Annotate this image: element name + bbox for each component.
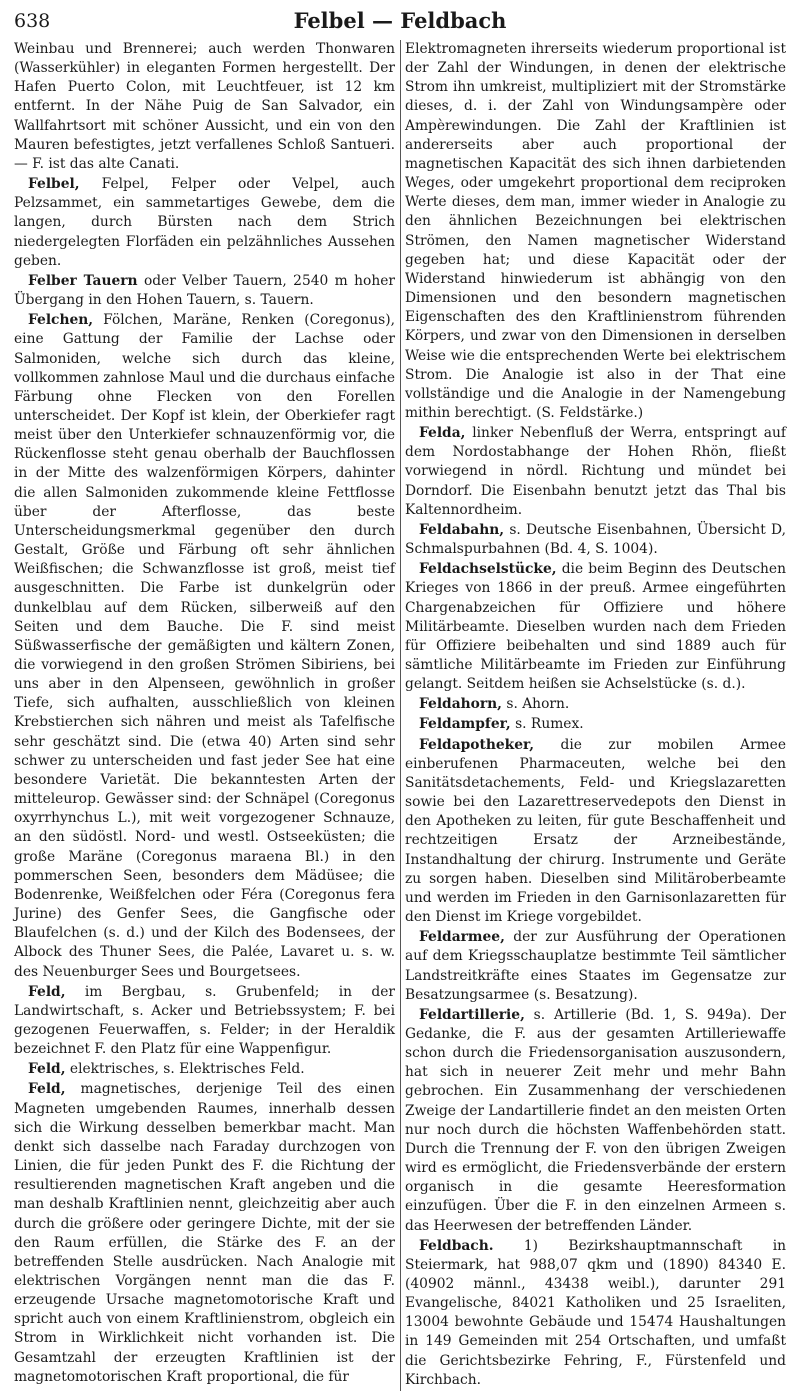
entry-text: der zur Ausführung der Operationen auf dem Kriegsschauplatze bestimmte Teil sämtlicher Landstreitkräfte eines Staates im Gegensatze zur Besatzungsarmee (s. Besatzung).	[405, 929, 786, 1003]
entry-text: Weinbau und Brennerei; auch werden Thonwaren (Wasserkühler) in eleganten Formen hergestellt. Der Hafen Puerto Colon, mit Leuchtfeuer, ist 12 km entfernt. In der Nähe Puig de San Salvador, ein Wallfahrtsort mit schöner Aussicht, und ein von den Mauren befestigtes, jetzt verfallenes Schloß Santueri. — F. ist das alte Canati.	[14, 41, 395, 172]
dictionary-entry	[405, 1006, 786, 1236]
entry-text: die zur mobilen Armee einberufenen Pharmaceuten, welche bei den Sanitätsdetachements, Feld- und Kriegslazaretten sowie bei den Lazarettreservedepots den Dienst in den Apotheken zu leiten, für gute Beschaffenheit und rechtzeitigen Ersatz der Arzneibestände, Instandhaltung der chirurg. Instrumente und Geräte zu sorgen haben. Dieselben sind Militärobеrbeamte und werden im Frieden in den Garnisonlazaretten für den Dienst im Kriege vorgebildet.	[405, 736, 786, 926]
entry-headword: Felda,	[419, 425, 466, 442]
dictionary-entry	[405, 560, 786, 694]
entry-text: magnetisches, derjenige Teil des einen Magneten umgebenden Raumes, innerhalb dessen sich die Wirkung desselben bemerkbar macht. Man denkt sich dasselbe nach Faraday durchzogen von Linien, die für jeden Punkt des F. die Richtung der resultierenden magnetischen Kraft angeben und die man deshalb Kraftlinien nennt, gleichzeitig aber auch durch die größere oder geringere Dichte, mit der sie den Raum erfüllen, die Stärke des F. an der betreffenden Stelle ausdrücken. Nach Analogie mit elektrischen Vorgängen nennt man die das F. erzeugende Ursache magnetomotorische Kraft und spricht auch von einem Kraftlinienstrom, obgleich ein Strom in Wirklichkeit nicht vorhanden ist. Die Gesamtzahl der erzeugten Kraftlinien ist der magnetomotorischen Kraft proportional, die für	[14, 1081, 395, 1385]
entry-headword: Felber Tauern	[28, 272, 138, 289]
entry-text: die beim Beginn des Deutschen Krieges von 1866 in der preuß. Armee eingeführten Chargenabzeichen für Offiziere und höhere Militärbeamte. Dieselben wurden nach dem Frieden für Offiziere beibehalten und sind 1889 auch für sämtliche Militärbeamte im Frieden zur Einführung gelangt. Seitdem heißen sie Achselstücke (s. d.).	[405, 561, 786, 693]
dictionary-entry	[405, 695, 786, 714]
entry-text: linker Nebenfluß der Werra, entspringt auf dem Nordostabhange der Hohen Rhön, fließt vorwiegend in nördl. Richtung und mündet bei Dorndorf. Die Eisenbahn benutzt jetzt das Thal bis Kaltennordheim.	[405, 425, 786, 518]
entry-text: elektrisches, s. Elektrisches Feld.	[65, 1061, 305, 1078]
entry-headword: Feld,	[28, 1061, 66, 1078]
dictionary-entry	[14, 1080, 395, 1387]
entry-text: s. Artillerie (Bd. 1, S. 949a). Der Gedanke, die F. aus der gesamten Artilleriewaffe schon durch die Friedensorganisation auszusondern, hat sich in neuerer Zeit mehr und mehr Bahn gebrochen. Ein Zusammenhang der verschiedenen Zweige der Landartillerie findet an den meisten Orten nur noch durch die höchsten Waffenbehörden statt. Durch die Trennung der F. von den übrigen Zweigen wird es ermöglicht, die Friedensverbände der erstern organisch in die gesamte Heeresformation einzufügen. Über die F. in den einzelnen Armeen s. das Heerwesen der betreffenden Länder.	[405, 1006, 786, 1234]
page-header	[14, 6, 786, 40]
dictionary-entry	[14, 1060, 395, 1079]
entry-text: s. Rumex.	[510, 716, 584, 733]
entry-headword: Feldampfer,	[419, 716, 511, 733]
entry-text: s. Deutsche Eisenbahnen, Übersicht D, Schmalspurbahnen (Bd. 4, S. 1004).	[405, 521, 786, 558]
text-columns	[14, 40, 786, 1391]
entry-headword: Feld,	[28, 983, 66, 1000]
entry-text: im Bergbau, s. Grubenfeld; in der Landwirtschaft, s. Acker und Betriebssystem; F. bei gezogenen Feuerwaffen, s. Felder; in der Heraldik bezeichnet F. den Platz für eine Wappenfigur.	[14, 983, 395, 1058]
dictionary-entry	[405, 40, 786, 423]
running-head: Felbel — Feldbach	[293, 8, 507, 33]
entry-text: oder Velber Tauern, 2540 m hoher Übergang in den Hohen Tauern, s. Tauern.	[14, 272, 395, 309]
entry-text: 1) Bezirkshauptmannschaft in Steiermark, hat 988,07 qkm und (1890) 84340 E. (40902 männl., 43438 weibl.), darunter 291 Evangelische, 84021 Katholiken und 25 Israeliten, 13004 bewohnte Gebäude und 15474 Haushaltungen in 149 Gemeinden mit 254 Ortschaften, und umfaßt die Gerichtsbezirke Fehring, F., Fürstenfeld und Kirchbach.	[405, 1237, 786, 1388]
entry-text: Fölchen, Maräne, Renken (Coregonus), eine Gattung der Familie der Lachse oder Salmoniden, welche sich durch das kleine, vollkommen zahnlose Maul und die durchaus einfache Färbung ohne Flecken von den Forellen unterscheidet. Der Kopf ist klein, der Oberkiefer ragt meist über den Unterkiefer schnauzenförmig vor, die Rückenflosse steht genau oberhalb der Bauchflossen in der Mitte des walzenförmigen Körpers, dahinter die allen Salmoniden zukommende kleine Fettflosse über der Afterflosse, das beste Unterscheidungsmerkmal gegenüber den durch Gestalt, Größe und Färbung oft sehr ähnlichen Weißfischen; die Schwanzflosse ist groß, meist tief ausgeschnitten. Die Farbe ist dunkelgrün oder dunkelblau auf dem Rücken, silberweiß auf den Seiten und dem Bauche. Die F. sind meist Süßwasserfische der gemäßigten und kältern Zonen, die vorwiegend in den großen Strömen Sibiriens, bei uns aber in den Alpenseen, gewöhnlich in großer Tiefe, sich aufhalten, ausschließlich von kleinen Krebstierchen sich nähren und meist als Tafelfische sehr geschätzt sind. Die (etwa 40) Arten sind sehr schwer zu unterscheiden und fast jeder See hat eine besondere Varietät. Die bekanntesten Arten der mitteleurop. Gewässer sind: der Schnäpel (Coregonus oxyrrhynchus L.), mit weit vorgezogener Schnauze, an den südöstl. Nord- und westl. Ostseeküsten; die große Maräne (Coregonus maraena Bl.) in den pommerschen Seen, besonders dem Mädüsee; die Bodenrenke, Weißfelchen oder Féra (Coregonus fera Jurine) des Genfer Sees, die Gangfische oder Blaufelchen (s. d.) und der Kilch des Bodensees, der Albock des Thuner Sees, die Palée, Lavaret u. s. w. des Neuenburger Sees und Bourgetsees.	[14, 312, 395, 980]
entry-text: Felpel, Felper oder Velpel, auch Pelzsammet, ein sammetartiges Gewebe, dem die langen, durch Bürsten nach dem Strich niedergelegten Florfäden ein pelzähnliches Aussehen geben.	[14, 176, 395, 269]
dictionary-entry	[405, 715, 786, 734]
dictionary-entry	[405, 521, 786, 559]
column-rule	[400, 40, 401, 1391]
page-number: 638	[14, 10, 51, 32]
left-column	[14, 40, 395, 1391]
entry-headword: Feld,	[28, 1081, 66, 1098]
dictionary-entry	[14, 40, 395, 174]
entry-headword: Felchen,	[28, 312, 94, 329]
dictionary-entry	[14, 983, 395, 1060]
dictionary-entry	[405, 928, 786, 1005]
dictionary-entry	[405, 736, 786, 928]
entry-headword: Feldapotheker,	[419, 736, 535, 753]
entry-headword: Feldachselstücke,	[419, 561, 557, 578]
entry-headword: Feldbach.	[419, 1237, 494, 1254]
entry-headword: Feldarmee,	[419, 929, 505, 946]
entry-text: Elektromagneten ihrerseits wiederum proportional ist der Zahl der Windungen, in denen der elektrische Strom ihn umkreist, multipliziert mit der Stromstärke dieses, d. i. der Zahl von Windungsampère oder Ampèrewindungen. Die Zahl der Kraftlinien ist andererseits aber auch proportional der magnetischen Kapacität des sich ihnen darbietenden Weges, oder umgekehrt proportional dem reciproken Werte dieses, dem man, immer wieder in Analogie zu den ähnlichen Bezeichnungen bei elektrischen Strömen, den Namen magnetischer Widerstand gegeben hat; und diese Kapacität oder der Widerstand hinwiederum ist abhängig von den Dimensionen und den besondern magnetischen Eigenschaften des den Kraftlinienstrom führenden Körpers, und zwar von den Dimensionen in derselben Weise wie die entsprechenden Werte bei elektrischem Strom. Die Analogie ist also in der That eine vollständige und die Analogie in der Namengebung mithin berechtigt. (S. Feldstärke.)	[405, 41, 786, 421]
entry-headword: Feldahorn,	[419, 696, 502, 713]
entry-headword: Feldartillerie,	[419, 1006, 525, 1023]
dictionary-entry	[405, 424, 786, 520]
dictionary-entry	[14, 175, 395, 271]
dictionary-entry	[14, 272, 395, 310]
entry-text: s. Ahorn.	[501, 696, 570, 713]
dictionary-entry	[405, 1237, 786, 1390]
entry-headword: Felbel,	[28, 176, 80, 193]
dictionary-entry	[14, 311, 395, 981]
entry-headword: Feldabahn,	[419, 521, 505, 538]
right-column	[405, 40, 786, 1391]
